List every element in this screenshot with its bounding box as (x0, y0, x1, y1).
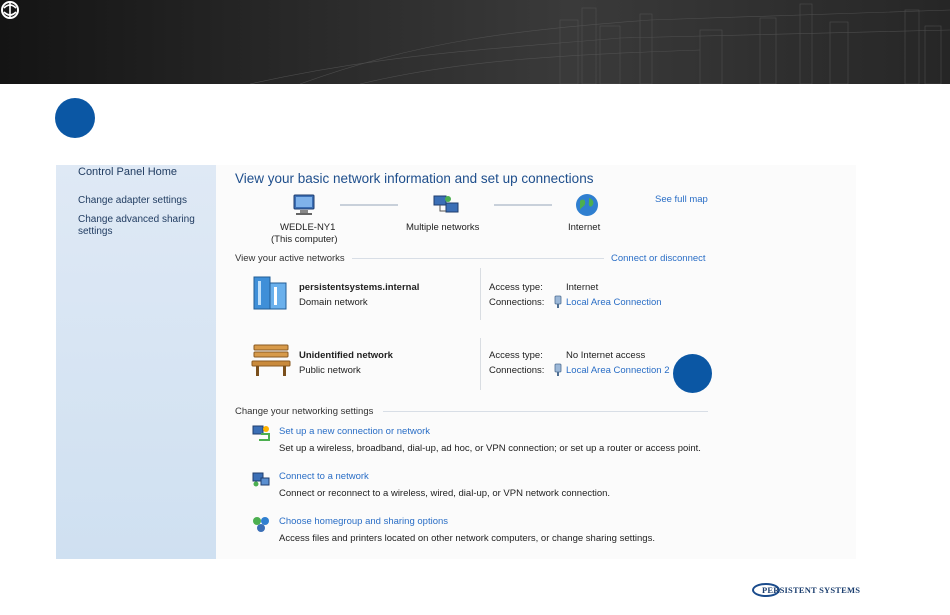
connect-or-disconnect-link[interactable]: Connect or disconnect (611, 253, 706, 264)
city-skyline-graphic (0, 0, 950, 84)
computer-subtitle: (This computer) (271, 234, 338, 245)
step-marker-dot (55, 98, 95, 138)
computer-icon (290, 193, 318, 217)
homegroup-sharing-description: Access files and printers located on other network computers, or change sharing settings. (279, 533, 655, 544)
step-marker-dot (673, 354, 712, 393)
settings-header: Change your networking settings (235, 406, 374, 417)
network-1-access-label: Access type: (489, 282, 543, 293)
homegroup-sharing-link[interactable]: Choose homegroup and sharing options (279, 516, 449, 527)
connect-to-network-description: Connect or reconnect to a wireless, wired, dial-up, or VPN network connection. (279, 488, 611, 499)
globe-icon (574, 192, 600, 218)
divider (352, 258, 604, 259)
multiple-networks-label: Multiple networks (406, 222, 480, 233)
divider (480, 338, 481, 390)
connect-network-icon (251, 470, 271, 488)
internet-label: Internet (568, 222, 601, 233)
persistent-systems-logo (752, 582, 864, 598)
network-icon (432, 193, 460, 217)
change-advanced-sharing-link[interactable]: Change advanced sharing settings (78, 214, 195, 237)
divider (480, 268, 481, 320)
bench-icon (250, 343, 292, 377)
see-full-map-link[interactable]: See full map (655, 194, 708, 205)
network-1-access-value: Internet (566, 282, 599, 293)
new-connection-icon (251, 424, 271, 442)
company-emblem-icon (0, 0, 20, 20)
divider (383, 411, 708, 412)
connect-to-network-link[interactable]: Connect to a network (279, 471, 369, 482)
building-icon (250, 273, 290, 311)
control-panel-home-link[interactable]: Control Panel Home (78, 166, 178, 178)
network-1-category[interactable]: Domain network (299, 297, 368, 308)
connection-plug-icon (554, 295, 562, 308)
connection-plug-icon (554, 363, 562, 376)
active-networks-header: View your active networks (235, 253, 345, 264)
setup-connection-description: Set up a wireless, broadband, dial-up, ad hoc, or VPN connection; or set up a router or access point. (279, 443, 701, 454)
network-1-name: persistentsystems.internal (299, 282, 420, 293)
map-connector (494, 204, 552, 206)
change-adapter-settings-link[interactable]: Change adapter settings (78, 195, 187, 206)
header-banner (0, 0, 950, 84)
computer-name: WEDLE-NY1 (280, 222, 336, 233)
logo-text: PERSISTENT SYSTEMS (762, 585, 861, 595)
network-1-conn-label: Connections: (489, 297, 545, 308)
network-2-connection-link[interactable]: Local Area Connection 2 (566, 365, 670, 376)
network-2-name: Unidentified network (299, 350, 393, 361)
network-2-category[interactable]: Public network (299, 365, 361, 376)
network-1-connection-link[interactable]: Local Area Connection (566, 297, 662, 308)
network-2-access-value: No Internet access (566, 350, 646, 361)
homegroup-icon (251, 515, 271, 533)
network-2-access-label: Access type: (489, 350, 543, 361)
map-connector (340, 204, 398, 206)
setup-connection-link[interactable]: Set up a new connection or network (279, 426, 431, 437)
network-2-conn-label: Connections: (489, 365, 545, 376)
page-title: View your basic network information and set up connections (235, 171, 594, 186)
